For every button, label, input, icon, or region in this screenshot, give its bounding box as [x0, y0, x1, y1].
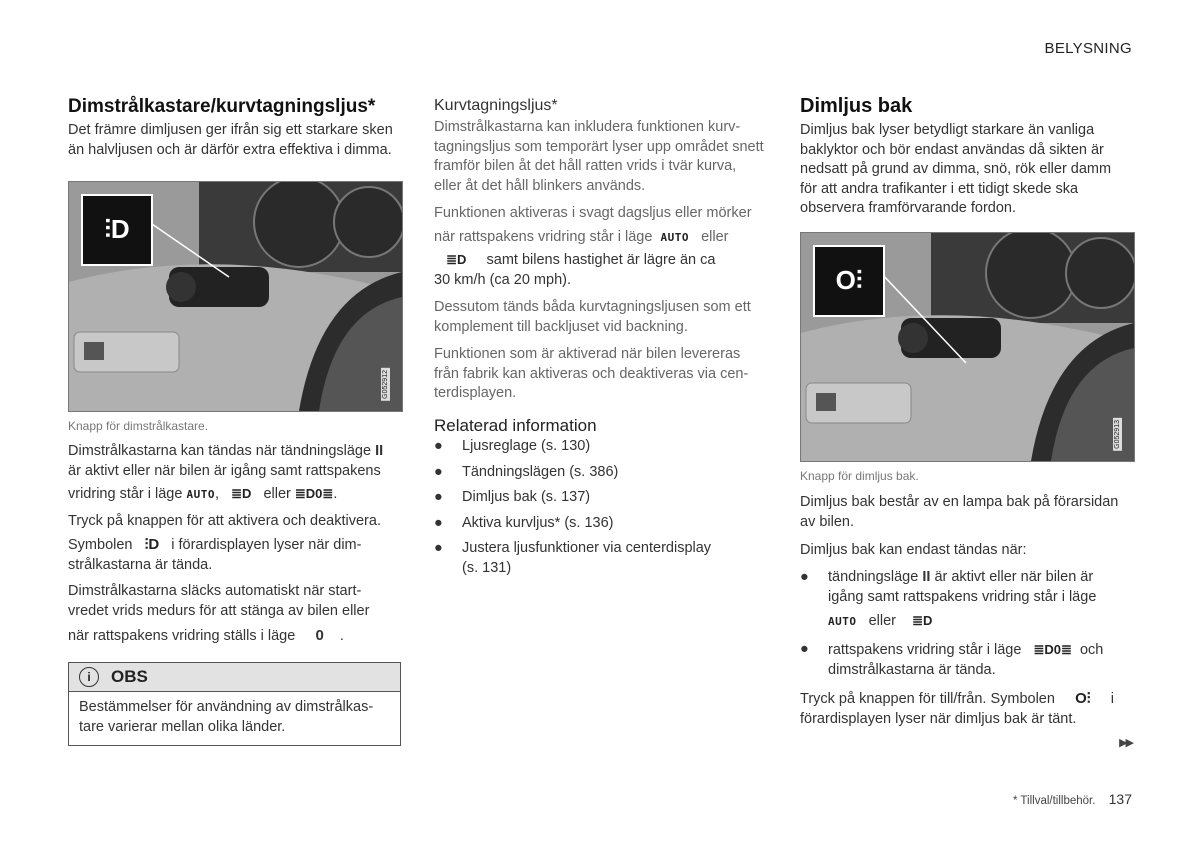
footnote: * Tillval/tillbehör.	[1012, 795, 1096, 807]
related-list	[434, 437, 754, 578]
heading-fog-lights: Dimstrålkastare/kurvtagningsljus*	[68, 96, 376, 117]
related-link[interactable]: ● Aktiva kurvljus* (s. 136)	[434, 514, 614, 531]
photo-fog-light-switch	[68, 181, 403, 412]
condition-item: ● rattspakens vridring står i läge ≣D0≣ och dimstrålkastarna är tända.	[800, 641, 1104, 678]
paragraph-1: Dimljus bak består av en lampa bak på förarsidan av bilen.	[800, 494, 1119, 530]
paragraph-3: Dessutom tänds båda kurvtagningsljusen som ett komplement till backljuset vid backning.	[434, 299, 751, 335]
paragraph-2-line3: ≣D samt bilens hastighet är lägre än ca 30 km/h (ca 20 mph).	[434, 252, 716, 288]
paragraph-2-line2: när rattspakens vridring står i läge AUTO eller	[434, 229, 729, 245]
low-beam-icon: ≣D	[912, 613, 933, 628]
paragraph-1-modes: vridring står i läge AUTO, ≣D eller ≣D0≣.	[68, 486, 338, 502]
intro-paragraph: Dimljus bak lyser betydligt starkare än vanliga baklyktor och bör endast användas då sikten är nedsatt på grund av dimma, snö, rök eller damm för att andra trafikanter i ett tidigt skede ska observera framförvarande fordon.	[800, 122, 1112, 216]
heading-rear-fog-light: Dimljus bak	[800, 95, 913, 117]
paragraph-2: Funktionen aktiveras i svagt dagsljus eller mörker	[434, 205, 752, 221]
paragraph-1: Dimstrålkastarna kan tändas när tändningsläge II är aktivt eller när bilen är igång samt rattspakens	[68, 443, 384, 479]
paragraph-4: Funktionen som är aktiverad när bilen levereras från fabrik kan aktiveras och deaktiveras via cen-terdisplayen.	[434, 346, 749, 401]
paragraph-4: Dimstrålkastarna släcks automatiskt när start- vredet vrids medurs för att stänga av bilen eller	[68, 583, 370, 619]
note-box	[68, 662, 401, 746]
rear-fog-light-icon: O⫶	[813, 245, 885, 317]
position-light-icon: ≣D0≣	[1033, 642, 1072, 657]
footer	[1013, 791, 1132, 807]
continue-arrows-icon: ▶▶	[1119, 737, 1132, 749]
caption: Knapp för dimstrålkastare.	[68, 419, 209, 433]
note-header	[69, 663, 400, 692]
related-link[interactable]: ● Ljusreglage (s. 130)	[434, 438, 591, 454]
image-code: G052913	[1114, 420, 1121, 449]
auto-symbol: AUTO	[828, 615, 857, 628]
paragraph-3: Symbolen ⫶D i förardisplayen lyser när dim- strålkastarna är tända.	[68, 536, 362, 573]
condition-item: ● tändningsläge II är aktivt eller när bilen är igång samt rattspakens vridring står i läge	[800, 569, 1097, 605]
paragraph-2: Dimljus bak kan endast tändas när:	[800, 542, 1027, 558]
front-fog-light-icon: ⫶D	[81, 194, 153, 266]
note-title: OBS	[111, 667, 148, 686]
related-link[interactable]: ● Dimljus bak (s. 137)	[434, 489, 591, 505]
note-text: Bestämmelser för användning av dimstrålkas-tare varierar mellan olika länder.	[79, 699, 374, 735]
low-beam-icon: ≣D	[231, 486, 252, 501]
intro-paragraph: Det främre dimljusen ger ifrån sig ett starkare sken än halvljusen och är därför extra effektiva i dimma.	[68, 122, 393, 158]
condition-item-modes: AUTO eller ≣D	[828, 613, 933, 629]
related-link[interactable]: ● Tändningslägen (s. 386)	[434, 463, 619, 480]
caption: Knapp för dimljus bak.	[800, 469, 919, 483]
paragraph-3: Tryck på knappen för till/från. Symbolen O⫶ i förardisplayen lyser när dimljus bak är tänt.	[800, 690, 1114, 727]
image-code: G052912	[382, 370, 389, 399]
zero-symbol: 0	[315, 627, 324, 644]
front-fog-light-small-icon: ⫶D	[144, 536, 160, 553]
section-header: BELYSNING	[1044, 40, 1132, 57]
paragraph-2: Tryck på knappen för att aktivera och deaktivera.	[68, 513, 381, 529]
position-light-icon: ≣D0≣	[294, 486, 334, 501]
paragraph-1: Dimstrålkastarna kan inkludera funktionen kurv-tagningsljus som temporärt lyser upp området snett framför bilen åt det håll ratten vrids i tvär kurva, eller åt det håll blinkers används.	[434, 119, 764, 194]
related-link[interactable]: ● Justera ljusfunktioner via centerdisplay (s. 131)	[434, 540, 712, 576]
rear-fog-light-small-icon: O⫶	[1075, 690, 1091, 707]
heading-cornering-light: Kurvtagningsljus*	[434, 97, 558, 114]
info-icon: i	[79, 667, 99, 687]
photo-rear-fog-light-switch	[800, 232, 1135, 462]
heading-related-info: Relaterad information	[434, 416, 597, 435]
low-beam-icon: ≣D	[446, 252, 467, 267]
page-number: 137	[1108, 791, 1132, 807]
paragraph-4-end: när rattspakens vridring ställs i läge 0 .	[68, 627, 344, 644]
auto-symbol: AUTO	[660, 231, 689, 244]
auto-symbol: AUTO	[186, 488, 215, 501]
